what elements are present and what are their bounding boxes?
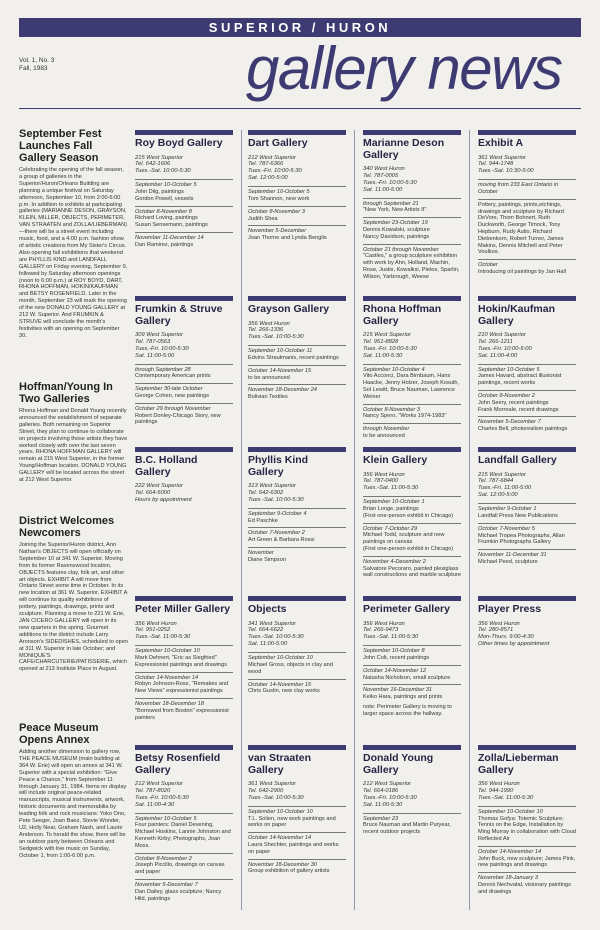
exhibition-entry (248, 206, 346, 223)
exhibition-entry (135, 232, 233, 249)
gallery-header-bar (135, 596, 233, 601)
exhibition-entry (478, 846, 576, 869)
exhibition-dates: October 8-November 2 (135, 855, 192, 862)
exhibition-dates: September 10-October 10 (248, 655, 313, 662)
gallery-address: 215 West Superior Tel. 787-6844 Tues.-Fri. 11:00-5:00 Sat. 12:00-5:00 (478, 471, 532, 499)
exhibition-dates: September 10-October 1 (363, 499, 425, 506)
exhibition-entry (135, 879, 233, 902)
exhibition-entry (478, 199, 576, 256)
story-body: Adding another dimension to gallery row, THE PEACE MUSEUM (main building at 364 W. Erie) will open an annex at 341 W. Superior with a special exhibition: "Give Peace a Chance," from September 11 through January 31, 1984. Items on display will include original peace-related manuscripts, musical instruments, artwork, historic documents and memorabilia by leading folk and rock musicians: Yoko Ono, Pete Seeger, Joan Baez, Stevie Wonder, U2, Holly Near, Graham Nash, and Laurie Anderson. To herald the show, there will be an outdoor party between Orleans and Sedgwick with live music on Sunday, October 1, from 1:00-6:00 p.m. (19, 749, 127, 859)
exhibition-entry (478, 259, 576, 276)
masthead-title: gallery news (246, 35, 562, 102)
gallery-header-bar (135, 130, 233, 135)
exhibition-entry (248, 832, 346, 855)
gallery-listing (248, 745, 346, 878)
gallery-name: Betsy Rosenfield Gallery (135, 752, 221, 776)
exhibition-dates: October 8-November 2 (478, 393, 535, 400)
banner-text: SUPERIOR / HURON (208, 20, 392, 35)
exhibition-dates: November 4-December 2 (363, 558, 426, 565)
exhibition-entry (135, 206, 233, 229)
gallery-address: 356 West Huron Tel. 280-8571 Mon-Thurs. 9:00-4:30 Other times by appointment (478, 620, 550, 648)
exhibition-entry (478, 503, 576, 520)
gallery-name: Peter Miller Gallery (135, 603, 231, 615)
exhibition-dates: October 8-November 3 (363, 406, 420, 413)
gallery-name: Donald Young Gallery (363, 752, 434, 776)
gallery-address: 340 West Huron Tel. 787-0005 Tues.-Fri. 10:00-5:30 Sat. 11:00-5:00 (363, 166, 417, 193)
exhibition-artists: Bolivian Textiles (248, 394, 288, 401)
gallery-address: 215 West Superior Tel. 642-1606 Tues.-Sat. 10:00-5:30 (135, 154, 191, 175)
exhibition-artists: Diane Simpson (248, 556, 286, 563)
gallery-listing (478, 130, 576, 279)
exhibition-artists: John Seery, recent paintings Frank Morreale, recent drawings (478, 399, 559, 413)
exhibition-artists: Tom Shannon, new work (248, 195, 310, 202)
gallery-name: Roy Boyd Gallery (135, 137, 223, 149)
exhibition-artists: Joseph Piccillo, drawings on canvas and paper (135, 862, 225, 876)
exhibition-dates: November (248, 549, 274, 556)
exhibition-dates: through September 28 (135, 366, 191, 373)
gallery-address: 356 West Huron Tel. 266-9473 Tues.-Sat. 11:00-5:30 (363, 620, 419, 641)
gallery-listing (135, 745, 233, 905)
exhibition-artists: Contemporary American prints (135, 373, 211, 380)
gallery-header-bar (478, 447, 576, 452)
gallery-name: B.C. Holland Gallery (135, 454, 198, 478)
exhibition-entry (363, 198, 461, 215)
exhibition-dates: October 14-November 15 (248, 367, 312, 374)
gallery-listing (248, 447, 346, 567)
exhibition-artists: Introducing oil paintings by Jan Hall (478, 268, 566, 275)
gallery-address: 222 West Superior Tel. 664-5000 Hours by appointment (135, 483, 192, 503)
exhibition-artists: Group exhibition of gallery artists (248, 868, 330, 875)
gallery-address: 212 West Superior Tel. 787-8020 Tues.-Fri. 10:00-5:30 Sat. 11:00-4:30 (135, 781, 189, 808)
exhibition-artists: "Castles," a group sculpture exhibition with work by Ahn, Holland, Machin, Rose, Justis, Kowalksi, Pletos, Sparlin, Wilson, Yarbrough, Weese (363, 253, 460, 280)
gallery-address: 212 West Superior Tel. 664-0186 Tues.-Fri. 10:00-5:30 Sat. 11:00-5:30 (363, 781, 417, 808)
exhibition-entry (478, 390, 576, 413)
gallery-address: 313 West Superior Tel. 642-6302 Tues.-Sat. 10:00-5:30 (248, 483, 304, 503)
story-september-fest (19, 128, 128, 340)
exhibition-dates: moving from 233 East Ontario in October (478, 182, 559, 196)
exhibition-artists: John Colt, recent paintings (363, 655, 430, 662)
exhibition-entry (248, 859, 346, 876)
story-headline: Hoffman/Young In Two Galleries (19, 381, 113, 405)
exhibition-dates: November 18-December 18 (135, 701, 205, 707)
exhibition-artists: to be announced (363, 433, 405, 439)
gallery-header-bar (135, 296, 233, 301)
gallery-header-bar (478, 745, 576, 750)
gallery-address: 356 West Huron Tel. 266-1336 Tues.-Sat. 10:00-5:30 (248, 320, 304, 341)
exhibition-entry (478, 364, 576, 387)
gallery-header-bar (363, 296, 461, 301)
exhibition-entry (363, 364, 461, 401)
exhibition-artists: Robert Donley-Chicago Story, new paintings (135, 412, 221, 426)
exhibition-entry (135, 853, 233, 876)
exhibition-dates: September 9-October 1 (478, 506, 537, 513)
gallery-listing (248, 596, 346, 698)
exhibition-entry (135, 383, 233, 400)
story-district-newcomers (19, 515, 128, 673)
story-body: Celebrating the opening of the fall season, a group of galleries in the Superior/Huron/Orleans Building are planning a unique festival on Saturday afternoon, September 10, from 2:00-6:00 p.m. In addition to exhibits at participating galleries (MARIANNE DESON, GRAYSON, KLEIN, MILLER, OBJECTS, PERIMETER, VAN STRAATEN and ZOLLA/LIEBERMAN)—there will be a street event including music, food, and a 4:00 p.m. fashion show of artistic creations from My Sister's Circus. Also opening fall exhibitions that weekend are PHYLLIS KIND and LANDFALL GALLERY on Friday evening, September 9, followed by Saturday afternoon openings (noon to 6:00 p.m.) at ROY BOYD, DART, RHONA HOFFMAN, HOKIN/KAUFMAN and BETSY ROSENFIELD. Later in the month, September 23 will mark the opening of the new DONALD YOUNG GALLERY at 212 W. Superior. And FRUMKIN & STRUVE will conclude the month's festivities with an opening on September 30. (19, 167, 128, 339)
story-body: Rhona Hoffman and Donald Young recently announced the establishment of separate galleries. Both remaining on Superior Street, they plan to continue to collaborate on projects involving those artists they have worked closely with over the last seven years. RHONA HOFFMAN GALLERY will remain at 215 West Superior, in the former Young/Hoffman location. DONALD YOUNG GALLERY will be located across the street at 212 West Superior. (19, 408, 128, 484)
exhibition-dates: September 10-October 4 (363, 366, 425, 373)
exhibition-dates: October 14-November 12 (363, 667, 427, 674)
exhibition-dates: November 11-December 14 (135, 235, 204, 241)
exhibition-dates: through November (363, 426, 410, 433)
exhibition-artists: George Cohen, new paintings (135, 393, 210, 400)
story-headline: Peace Museum Opens Annex (19, 722, 99, 746)
exhibition-dates: September 10-October 10 (135, 648, 200, 655)
exhibition-entry (363, 244, 461, 281)
gallery-header-bar (248, 130, 346, 135)
exhibition-entry (478, 179, 576, 196)
gallery-listing (363, 596, 461, 718)
gallery-note: note: Perimeter Gallery is moving to larger space across the hallway. (363, 704, 452, 717)
gallery-address: 361 West Superior Tel. 642-2900 Tues.-Sat. 10:00-5:30 (248, 781, 304, 801)
gallery-listing (478, 447, 576, 569)
gallery-name: Landfall Gallery (478, 454, 557, 466)
gallery-address: 341 West Superior Tel. 664-6622 Tues.-Sat. 10:00-5:30 Sat. 11:00-5:00 (248, 620, 304, 648)
story-peace-museum (19, 722, 128, 860)
exhibition-dates: October 8-November 3 (248, 208, 305, 215)
gallery-name: Klein Gallery (363, 454, 428, 466)
exhibition-dates: November 11-December 31 (478, 552, 547, 559)
exhibition-entry (135, 813, 233, 850)
gallery-listing (363, 296, 461, 443)
exhibition-dates: November 5-December 7 (478, 419, 541, 426)
gallery-header-bar (478, 130, 576, 135)
exhibition-dates: September 10-October 10 (478, 808, 543, 815)
exhibition-entry (363, 645, 461, 662)
exhibition-dates: September 9-October 4 (248, 510, 307, 517)
exhibition-entry (363, 423, 461, 440)
exhibition-dates: November 18-December 30 (248, 861, 318, 868)
exhibition-entry (135, 698, 233, 721)
exhibition-artists: Salvatore Pecoraro, painted plexiglass wall constructions and marble sculpture (363, 565, 461, 579)
exhibition-dates: through September 21 (363, 200, 419, 207)
exhibition-artists: Michael Todd, sculpture and new paintings on canvas (First one-person exhibit in Chicago) (363, 532, 454, 552)
exhibition-dates: September 30-late October (135, 386, 203, 393)
exhibition-artists: to be announced (248, 374, 290, 381)
gallery-address: 356 West Huron Tel. 944-1990 Tues.-Sat. 11:00-5:30 (478, 781, 534, 801)
exhibition-artists: Art Green & Barbara Rossi (248, 537, 315, 544)
exhibition-entry (135, 645, 233, 668)
column-divider (469, 130, 470, 910)
exhibition-dates: November 18-January 3 (478, 875, 539, 882)
exhibition-entry (363, 523, 461, 553)
exhibition-artists: Chris Gustin, new clay works (248, 688, 320, 695)
gallery-name: van Straaten Gallery (248, 752, 312, 776)
exhibition-artists: James Havard, abstract illusionist paintings, recent works (478, 373, 562, 387)
exhibition-entry (248, 679, 346, 696)
gallery-name: Perimeter Gallery (363, 603, 450, 615)
exhibition-dates: September 10-October 5 (478, 366, 540, 373)
exhibition-artists: Richard Loving, paintings Susan Sensemann, paintings (135, 215, 208, 229)
exhibition-artists: "New York, New Artists II" (363, 207, 427, 214)
exhibition-dates: September 10-October 5 (135, 182, 197, 189)
gallery-header-bar (363, 130, 461, 135)
exhibition-entry (135, 672, 233, 695)
gallery-header-bar (478, 296, 576, 301)
exhibition-artists: Charles Bell, photorealism paintings (478, 426, 568, 433)
exhibition-artists: Bruce Nauman and Martin Puryear, recent outdoor projects (363, 822, 451, 836)
exhibition-dates: September 23 (363, 815, 399, 822)
exhibition-entry (478, 806, 576, 843)
exhibition-dates: September 23-October 19 (363, 220, 428, 227)
exhibition-dates: September 10-October 5 (248, 189, 310, 196)
exhibition-entry (248, 384, 346, 401)
exhibition-entry (248, 186, 346, 203)
exhibition-artists: Michael Gross, objects in clay and wood (248, 661, 333, 675)
exhibition-artists: Dennis Nechvatal, visionary paintings and drawings (478, 881, 571, 895)
exhibition-artists: Judith Shea (248, 215, 278, 222)
gallery-address: 356 West Huron Tel. 951-0252 Tues.-Sat. 11:00-5:30 (135, 620, 191, 641)
gallery-address: 215 West Superior Tel. 951-8828 Tues.-Fri. 10:00-5:30 Sat. 11:00-5:30 (363, 332, 417, 359)
exhibition-entry (248, 527, 346, 544)
exhibition-artists: Keiko Hara, paintings and prints (363, 694, 443, 701)
exhibition-dates: September 10-October 5 (135, 815, 197, 822)
masthead-rule (19, 108, 581, 109)
gallery-header-bar (248, 745, 346, 750)
exhibition-dates: September 10-October 11 (248, 348, 313, 355)
gallery-listing (478, 596, 576, 652)
exhibition-entry (363, 217, 461, 240)
exhibition-entry (363, 665, 461, 682)
gallery-header-bar (135, 745, 233, 750)
exhibition-dates: September 10-October 10 (248, 808, 313, 815)
gallery-name: Phyllis Kind Gallery (248, 454, 309, 478)
gallery-name: Hokin/Kaufman Gallery (478, 303, 556, 327)
exhibition-dates: October 7-November 2 (248, 530, 305, 537)
exhibition-artists: T.L. Solien, new work paintings and works on paper (248, 815, 336, 829)
column-divider (354, 130, 355, 910)
exhibition-entry (363, 404, 461, 421)
gallery-listing (478, 745, 576, 898)
exhibition-artists: Landfall Press New Publications (478, 512, 558, 519)
gallery-header-bar (248, 296, 346, 301)
exhibition-dates: November 16-December 31 (363, 687, 433, 694)
exhibition-artists: Pottery, paintings, prints,etchings, drawings and sculpture by Richard DeVore, Thom Bohnert, Ruth Duckworth, George Timock, Tony Hepburn, Rudy Autio, Richard Diebenkorn, Robert Turner, James Makins, Dennis Mitchell and Peter Voulkos. (478, 201, 564, 256)
exhibition-artists: John Dilg, paintings Gordon Powell, vessels (135, 189, 194, 202)
exhibition-dates: October 7-November 5 (478, 525, 535, 532)
exhibition-entry (135, 179, 233, 202)
gallery-name: Objects (248, 603, 287, 615)
exhibition-dates: November 18-December 24 (248, 387, 318, 394)
gallery-listing (248, 296, 346, 404)
exhibition-artists: Nancy Spero, "Works 1974-1983" (363, 413, 447, 420)
exhibition-dates: September 10-October 8 (363, 648, 425, 655)
gallery-listing (135, 296, 233, 429)
exhibition-artists: Brian Longe, paintings (First one-person exhibit in Chicago) (363, 506, 454, 519)
gallery-header-bar (478, 596, 576, 601)
exhibition-entry (478, 872, 576, 895)
exhibition-artists: "Borrowed from Boston" expressionist painters (135, 707, 229, 721)
exhibition-artists: Mark Dehnert, "Eric as Siegfried" Expressionist paintings and drawings (135, 655, 228, 668)
gallery-listing (363, 447, 461, 582)
gallery-header-bar (248, 447, 346, 452)
exhibition-artists: Ed Paschke (248, 517, 278, 524)
exhibition-artists: John Buck, new sculpture; James Pink, new paintings and drawings (478, 855, 576, 869)
exhibition-dates: October 21 through November (363, 246, 439, 253)
gallery-address: 210 West Superior Tel. 266-1211 Tues.-Fri. 10:00-5:00 Sat. 11:00-4:00 (478, 332, 532, 359)
exhibition-artists: Edvins Strautmanis, recent paintings (248, 355, 339, 362)
gallery-name: Zolla/Lieberman Gallery (478, 752, 559, 776)
exhibition-artists: Michael Peed, sculpture (478, 558, 538, 565)
story-headline: District Welcomes Newcomers (19, 515, 115, 539)
exhibition-dates: October 29 through November (135, 405, 211, 412)
season: Fall, 1983 (19, 64, 48, 72)
gallery-header-bar (363, 447, 461, 452)
story-body: Joining the Superior/Huron district, Ann Nathan's OBJECTS will open officially on September 10 at 341 W. Superior. Moving from its former Ravenswood location, OBJECTS features clay, folk art, and other art objects. EXHIBIT A will move from Ontario Street some time in October. In its new location at 361 W. Superior, EXHIBIT A will continue its quality exhibitions of pottery, paintings, drawings, prints and sculpture. Planning a move to 221 W. Erie, JAN CICERO GALLERY will open in its new quarters in the spring. Gourmet additions to the district include Larry Aronson's SIDEDISHES, scheduled to open at 311 W. Superior in late October; and MONIQUE'S CAFE/CHARCUTERIE/PATISSERIE, which opened at 213 Institute Place in August. (19, 542, 128, 673)
exhibition-artists: Natasha Nicholson, small sculpture (363, 674, 451, 681)
exhibition-artists: Robyn Johnson-Ross, "Remakes and New Views" expressionist paintings (135, 681, 229, 695)
gallery-header-bar (363, 596, 461, 601)
exhibition-dates: October 7-October 29 (363, 525, 418, 532)
exhibition-entry (248, 225, 346, 242)
gallery-listing (135, 596, 233, 724)
gallery-name: Marianne Deson Gallery (363, 137, 445, 161)
gallery-name: Exhibit A (478, 137, 524, 149)
exhibition-entry (135, 403, 233, 426)
story-hoffman-young (19, 381, 128, 484)
exhibition-entry (478, 416, 576, 433)
exhibition-artists: Dennis Kowalski, sculpture Nancy Davidson, paintings (363, 227, 430, 240)
exhibition-entry (135, 364, 233, 381)
gallery-listing (478, 296, 576, 436)
exhibition-artists: Thomas Gofya: Totemic Sculpture; Tennis on the Edge, Installation by Ming Murray in collaboration with Cloud Reflected Air (478, 815, 576, 842)
gallery-name: Dart Gallery (248, 137, 308, 149)
gallery-address: 309 West Superior Tel. 787-0563 Tues.-Fri. 10:00-5:30 Sat. 11:00-5:00 (135, 332, 189, 359)
gallery-name: Rhona Hoffman Gallery (363, 303, 442, 327)
exhibition-entry (363, 556, 461, 579)
volume-number: Vol. 1, No. 3 (19, 57, 55, 64)
exhibition-artists: Joan Thorne and Lynda Benglis (248, 235, 327, 242)
gallery-address: 212 West Superior Tel. 787-6366 Tues.-Fri. 10:00-5:30 Sat. 12:00-5:00 (248, 154, 302, 182)
exhibition-dates: November 5-December 7 (135, 882, 198, 888)
exhibition-dates: October 14-November 15 (248, 681, 312, 688)
exhibition-entry (248, 806, 346, 829)
gallery-listing (135, 447, 233, 508)
gallery-listing (135, 130, 233, 252)
exhibition-entry (248, 365, 346, 382)
exhibition-artists: Dan Dailey, glass sculpture; Nancy Hild, paintings (135, 888, 222, 902)
exhibition-entry (248, 345, 346, 362)
exhibition-artists: Michael Tropea Photographs, Allan Frumkin Photographs Gallery (478, 532, 565, 546)
exhibition-dates: October 14-November 14 (135, 674, 199, 681)
exhibition-entry (248, 652, 346, 675)
exhibition-entry (363, 684, 461, 701)
gallery-name: Player Press (478, 603, 542, 615)
gallery-name: Frumkin & Struve Gallery (135, 303, 223, 327)
exhibition-entry (248, 508, 346, 525)
exhibition-entry (363, 496, 461, 519)
exhibition-artists: Dan Ramirez, paintings (135, 241, 194, 248)
exhibition-dates: October (478, 262, 498, 269)
gallery-listing (248, 130, 346, 245)
story-headline: September Fest Launches Fall Gallery Season (19, 128, 102, 164)
exhibition-entry (478, 549, 576, 566)
gallery-header-bar (248, 596, 346, 601)
gallery-listing (363, 130, 461, 284)
exhibition-entry (363, 813, 461, 836)
gallery-header-bar (363, 745, 461, 750)
gallery-address: 356 West Huron Tel. 787-0400 Tues.-Sat. 11:00-5:30 (363, 471, 419, 492)
exhibition-dates: November 5-December (248, 228, 307, 235)
exhibition-dates: October 14-November 14 (478, 848, 542, 855)
column-divider (241, 130, 242, 910)
exhibition-dates: October 14-November 14 (248, 835, 312, 842)
issue-info (19, 57, 54, 72)
exhibition-artists: Laura Shechter, paintings and works on paper (248, 841, 339, 855)
exhibition-entry (478, 523, 576, 546)
exhibition-dates: October 8-November 8 (135, 208, 192, 215)
gallery-name: Grayson Gallery (248, 303, 330, 315)
exhibition-artists: Vito Acconci, Dara Birnbaum, Hans Haacke, Jenny Holzer, Joseph Kosuth, Sol Lewitt, Bruce Nauman, Lawrence Weiner (363, 373, 460, 400)
gallery-header-bar (135, 447, 233, 452)
gallery-address: 361 West Superior Tel. 944-1748 Tues.-Sat. 10:30-5:00 (478, 154, 534, 175)
gallery-listing (363, 745, 461, 839)
exhibition-entry (248, 547, 346, 564)
exhibition-artists: Four painters: Daniel Devening, Michael Hoskins, Lannie Johnston and Kenneth Kirby; Photographs, Joan Moss. (135, 822, 231, 849)
